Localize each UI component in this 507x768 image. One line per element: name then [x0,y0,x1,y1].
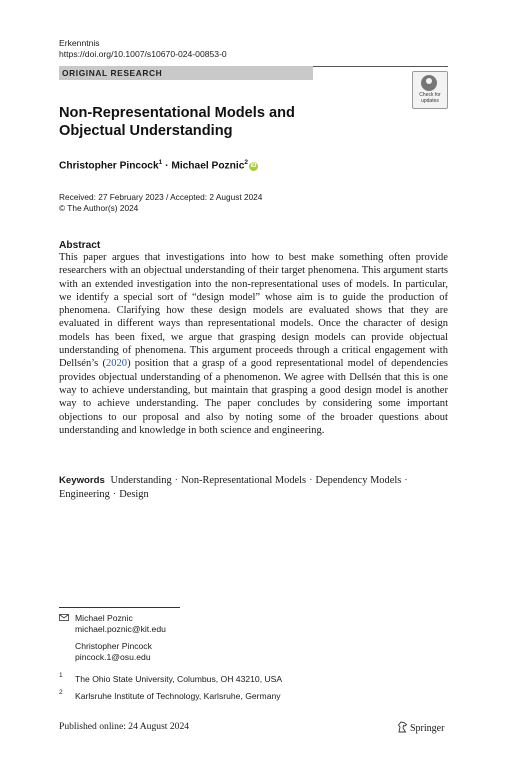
check-for-updates-icon [421,75,437,91]
abstract-body [59,251,448,437]
citation-link[interactable]: 2020 [105,358,128,370]
received-accepted-dates: Received: 27 February 2023 / Accepted: 2 August 2024 [59,192,263,202]
abstract-text: This paper argues that investigations into how to best make something often provide researchers with an objectual understanding of their target phenomena. This argument starts with an extended investigation into the non-representational uses of models. In particular, we identify a special sort of “design model” whose aim is to guide the production of phenomena. Clarifying how these design models are evaluated shows that they are evaluated in different ways than representational models. Once the character of design models has been fixed, we argue that grasping design models can provide objectual understanding of phenomena. This argument proceeds through a critical engagement with Dellsén’s ( [59,252,448,370]
keyword: Engineering [59,488,110,500]
author-name[interactable]: Michael Poznic [171,160,245,172]
section-label: ORIGINAL RESEARCH [62,68,163,78]
author-name[interactable]: Christopher Pincock [59,160,159,172]
coauthor-email[interactable]: pincock.1@osu.edu [75,652,151,662]
keyword: Non-Representational Models [181,475,307,486]
article-title: Non-Representational Models and Objectual Understanding [59,105,295,139]
badge-label: Check for updates [419,92,441,104]
abstract-text: ) position that a grasp of a good representational model of dependencies provides objectual understanding of a phenomenon. We agree with Dellsén that this is one way to achieve understanding, but maintain that grasping a good design model is another way to achieve understanding. The paper concludes by considering some important objections to our proposal and also by noting some of the broader questions about understanding and knowledge in both science and engineering. [59,358,448,436]
publisher-logo[interactable] [397,721,444,735]
affiliation-number: 1 [59,672,63,679]
orcid-icon[interactable]: iD [250,163,257,170]
affiliation-number: 2 [59,689,63,696]
corresponding-author-name: Michael Poznic [75,613,133,623]
springer-horse-icon [397,721,408,733]
coauthor-name: Christopher Pincock [75,641,152,651]
publisher-name: Springer [410,723,445,734]
keyword: Dependency Models [315,475,402,486]
footnote-rule [59,607,180,608]
author-list [59,156,258,172]
author-affiliation-marker: 2 [244,159,248,166]
header-rule [313,66,448,67]
keywords-heading: Keywords [59,475,105,486]
copyright: © The Author(s) 2024 [59,203,139,213]
published-online-date: Published online: 24 August 2024 [59,721,190,732]
keyword: Design [119,488,149,500]
envelope-icon [59,614,69,621]
keyword-separator: · [404,475,408,486]
affiliation: Karlsruhe Institute of Technology, Karlsruhe, Germany [75,691,281,701]
keyword-separator: · [174,475,179,486]
keyword-separator: · [112,488,117,500]
corresponding-author-email[interactable]: michael.poznic@kit.edu [75,624,166,634]
affiliation: The Ohio State University, Columbus, OH 43210, USA [75,674,283,684]
keyword: Understanding [110,475,172,486]
author-separator: · [162,160,172,172]
keyword-separator: · [309,475,313,486]
journal-name: Erkenntnis [59,38,100,48]
doi-link[interactable]: https://doi.org/10.1007/s10670-024-00853-0 [59,49,227,59]
author-affiliation-marker: 1 [158,159,163,166]
check-for-updates-badge[interactable] [412,71,448,109]
abstract-heading: Abstract [59,240,101,251]
keywords [59,474,448,501]
